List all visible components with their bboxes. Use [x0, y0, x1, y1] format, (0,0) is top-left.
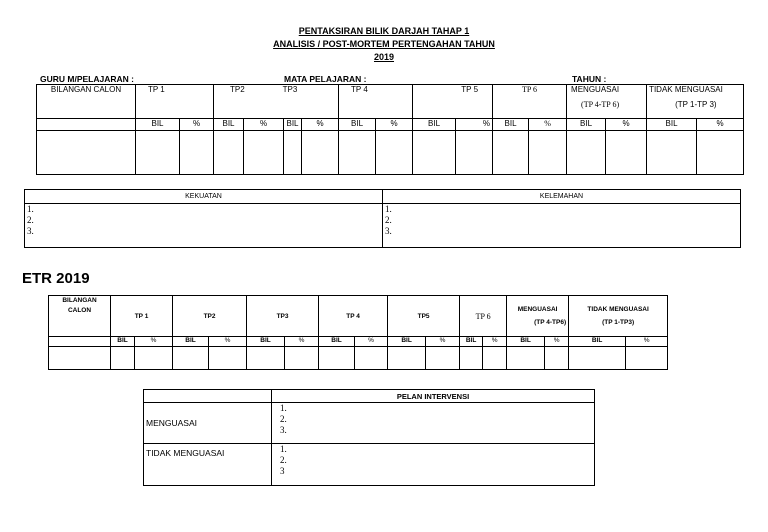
data-cell[interactable]	[606, 131, 647, 175]
data-cell[interactable]	[545, 347, 569, 370]
data-cell[interactable]	[426, 347, 460, 370]
pct-col: %	[545, 337, 569, 347]
data-cell[interactable]	[302, 131, 339, 175]
etr-table	[48, 295, 668, 370]
etr-menguasai-range: (TP 4-TP6)	[534, 319, 567, 326]
pct-col: %	[483, 337, 507, 347]
etr-tp1-header: TP 1	[111, 296, 173, 337]
mata-pelajaran-label: MATA PELAJARAN :	[284, 74, 367, 84]
pct-col: %	[376, 119, 413, 131]
pct-col: %	[209, 337, 247, 347]
data-cell[interactable]	[626, 347, 668, 370]
data-cell[interactable]	[507, 347, 545, 370]
pelan-intervensi-header: PELAN INTERVENSI	[272, 390, 595, 403]
bil-col: BIL	[507, 337, 545, 347]
data-cell[interactable]	[493, 131, 529, 175]
etr-tidak-menguasai-range: (TP 1-TP3)	[602, 319, 635, 326]
tp1-header	[136, 85, 214, 119]
data-cell[interactable]	[135, 347, 173, 370]
bil-col: BIL	[569, 337, 626, 347]
bil-col: BIL	[111, 337, 135, 347]
tp5-header: TP 5	[413, 85, 493, 119]
menguasai-header	[567, 85, 647, 119]
etr-menguasai-label: MENGUASAI	[517, 306, 558, 313]
bil-col: BIL	[214, 119, 244, 131]
data-cell[interactable]	[567, 131, 606, 175]
tp2-label: TP2	[230, 85, 245, 94]
bil-col: BIL	[460, 337, 483, 347]
etr-tidak-menguasai-label: TIDAK MENGUASAI	[587, 306, 649, 313]
kelemahan-list[interactable]	[383, 204, 741, 248]
bil-col: BIL	[493, 119, 529, 131]
pct-col: %	[135, 337, 173, 347]
tp2-tp3-header	[214, 85, 339, 119]
bil-col: BIL	[173, 337, 209, 347]
menguasai-range: (TP 4-TP 6)	[581, 100, 620, 109]
kelemahan-header: KELEMAHAN	[383, 190, 741, 204]
bil-col: BIL	[247, 337, 285, 347]
data-cell[interactable]	[569, 347, 626, 370]
bil-col: BIL	[136, 119, 180, 131]
tp4-header	[339, 85, 413, 119]
tidak-menguasai-range: (TP 1-TP 3)	[675, 100, 717, 109]
analysis-table	[36, 84, 744, 175]
pct-col: %	[606, 119, 647, 131]
pct-col: %	[529, 119, 567, 131]
bil-col: BIL	[284, 119, 302, 131]
pct-col: %	[285, 337, 319, 347]
tidak-menguasai-plan-list[interactable]	[272, 444, 595, 486]
list-item: 3	[280, 466, 285, 476]
data-cell[interactable]	[388, 347, 426, 370]
pct-col: %	[302, 119, 339, 131]
list-item: 2.	[27, 215, 34, 225]
list-item: 1.	[280, 403, 287, 413]
menguasai-label: MENGUASAI	[571, 85, 620, 94]
blank-cell	[144, 390, 272, 403]
list-item: 1.	[27, 204, 34, 214]
list-item: 1.	[280, 444, 287, 454]
pct-col: %	[244, 119, 284, 131]
etr-bilangan-header	[49, 296, 111, 337]
tp6-header: TP 6	[493, 85, 567, 119]
data-cell[interactable]	[413, 131, 456, 175]
tp4-label: TP 4	[351, 85, 368, 94]
data-cell[interactable]	[136, 131, 180, 175]
data-cell[interactable]	[697, 131, 744, 175]
data-cell[interactable]	[37, 131, 136, 175]
tp3-label: TP3	[282, 85, 298, 94]
data-cell[interactable]	[529, 131, 567, 175]
bil-col: BIL	[647, 119, 697, 131]
doc-title-year: 2019	[373, 52, 395, 62]
bil-col: BIL	[388, 337, 426, 347]
data-cell[interactable]	[244, 131, 284, 175]
data-cell[interactable]	[339, 131, 376, 175]
pct-col: %	[426, 337, 460, 347]
etr-tp4-header: TP 4	[319, 296, 388, 337]
data-cell[interactable]	[456, 131, 493, 175]
guru-label: GURU M/PELAJARAN :	[40, 74, 134, 84]
data-cell[interactable]	[460, 347, 483, 370]
pct-col: %	[456, 119, 493, 131]
strength-weakness-table	[24, 189, 741, 248]
list-item: 1.	[385, 204, 392, 214]
data-cell[interactable]	[209, 347, 247, 370]
list-item: 3.	[27, 226, 34, 236]
data-cell[interactable]	[285, 347, 319, 370]
etr-tp5-header: TP5	[388, 296, 460, 337]
menguasai-plan-list[interactable]	[272, 403, 595, 444]
list-item: 2.	[280, 414, 287, 424]
data-cell[interactable]	[319, 347, 355, 370]
blank-cell	[49, 337, 111, 347]
tidak-menguasai-header	[647, 85, 744, 119]
list-item: 3.	[280, 425, 287, 435]
list-item: 2.	[280, 455, 287, 465]
etr-bilangan-line2: CALON	[67, 307, 92, 314]
pct-col: %	[355, 337, 388, 347]
pct-col: %	[697, 119, 744, 131]
data-cell[interactable]	[355, 347, 388, 370]
data-cell[interactable]	[376, 131, 413, 175]
tidak-menguasai-label: TIDAK MENGUASAI	[649, 85, 723, 94]
list-item: 3.	[385, 226, 392, 236]
pct-col: %	[626, 337, 668, 347]
list-item: 2.	[385, 215, 392, 225]
blank-cell	[37, 119, 136, 131]
tahun-label: TAHUN :	[572, 74, 607, 84]
data-cell[interactable]	[111, 347, 135, 370]
data-cell[interactable]	[214, 131, 244, 175]
bil-col: BIL	[413, 119, 456, 131]
etr-tp3-header: TP3	[247, 296, 319, 337]
kekuatan-list[interactable]	[25, 204, 383, 248]
doc-title-1: PENTAKSIRAN BILIK DARJAH TAHAP 1	[298, 26, 470, 36]
data-cell[interactable]	[247, 347, 285, 370]
bilangan-calon-header: BILANGAN CALON	[37, 85, 136, 119]
menguasai-row-label: MENGUASAI	[144, 403, 272, 444]
data-cell[interactable]	[284, 131, 302, 175]
bil-col: BIL	[339, 119, 376, 131]
intervention-plan-table	[143, 389, 595, 486]
data-cell[interactable]	[49, 347, 111, 370]
etr-tp6-header: TP 6	[460, 296, 507, 337]
etr-menguasai-header	[507, 296, 569, 337]
etr-tidak-menguasai-header	[569, 296, 668, 337]
data-cell[interactable]	[647, 131, 697, 175]
kekuatan-header: KEKUATAN	[25, 190, 383, 204]
pct-col: %	[180, 119, 214, 131]
data-cell[interactable]	[483, 347, 507, 370]
etr-bilangan-line1: BILANGAN	[62, 297, 97, 304]
bil-col: BIL	[319, 337, 355, 347]
data-cell[interactable]	[180, 131, 214, 175]
doc-title-2: ANALISIS / POST-MORTEM PERTENGAHAN TAHUN	[273, 39, 495, 49]
tidak-menguasai-row-label: TIDAK MENGUASAI	[144, 444, 272, 486]
etr-heading: ETR 2019	[22, 270, 90, 287]
data-cell[interactable]	[173, 347, 209, 370]
tp1-label: TP 1	[148, 85, 165, 94]
bil-col: BIL	[567, 119, 606, 131]
etr-tp2-header: TP2	[173, 296, 247, 337]
